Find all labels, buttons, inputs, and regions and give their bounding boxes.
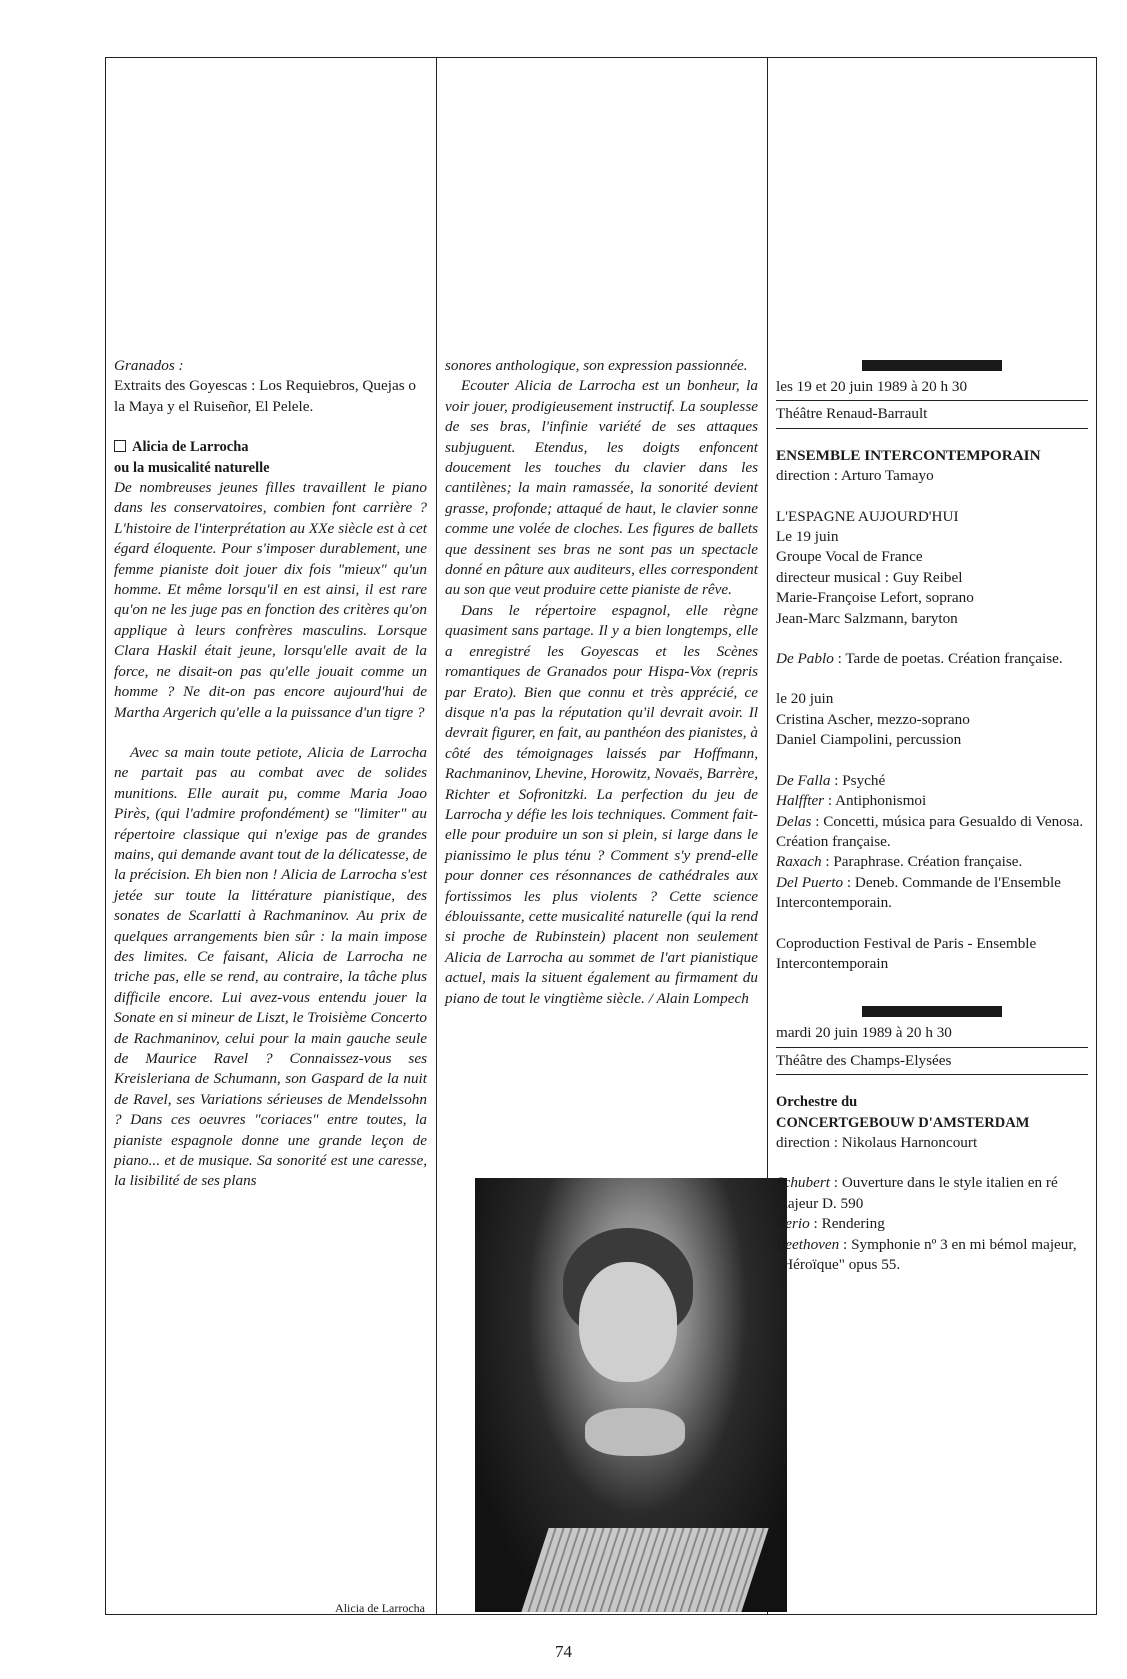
composer: Delas [776, 812, 812, 830]
composer: Schubert [776, 1174, 830, 1192]
work-text: : Deneb. Commande de l'Ensemble Intercontemporain. [776, 873, 1061, 912]
performer: Jean-Marc Salzmann, baryton [776, 609, 958, 627]
heading-line-1: Alicia de Larrocha [132, 439, 249, 456]
work-text: : Paraphrase. Création française. [821, 853, 1023, 871]
section-bar [862, 360, 1002, 371]
concert-date: mardi 20 juin 1989 à 20 h 30 [776, 1024, 952, 1042]
section-bar [862, 1006, 1002, 1017]
work-text: : Psyché [830, 771, 886, 789]
article-paragraph: Ecouter Alicia de Larrocha est un bonheur, la voir jouer, prodigieusement instructif. La souplesse de ses bras, l'infinie variété de ses attaques subjuguent. Etendus, les doigts enfoncent doucement les touches du clavier dans les cantilènes; la main ramassée, la sonorité devient grasse, profonde; attaqué de haut, le clavier sonne comme une volée de cloches. Les figures de ballets que dessinent ses bras ne sont pas un spectacle donné en pâture aux auditeurs, elles correspondent au son que veut produire cette pianiste de rêve. [445, 377, 758, 599]
day-label: Le 19 juin [776, 528, 839, 546]
conductor: direction : Nikolaus Harnoncourt [776, 1133, 978, 1151]
article-paragraph: De nombreuses jeunes filles travaillent le piano dans les conservatoires, combien font carrière ? L'histoire de l'interprétation au XXe siècle est à cet égard éloquente. Pour s'imposer durablement, une femme pianiste doit jouer dix fois "mieux" qu'un homme. Et même lorsqu'il en est ainsi, il est rare qu'on ne les juge pas en fonction des critères qu'on applique à leurs confrères masculins. Lorsque Clara Haskil était jeune, lorsqu'elle avait de la force, ne disait-on pas qu'elle jouait comme un homme ? Ne dit-on pas encore aujourd'hui de Martha Argerich qu'elle a la puissance d'un tigre ? [114, 479, 427, 721]
orchestra-name-line-2: CONCERTGEBOUW D'AMSTERDAM [776, 1114, 1030, 1131]
rule [776, 428, 1088, 429]
heading-line-2: ou la musicalité naturelle [114, 459, 270, 476]
work-text: : Concetti, música para Gesualdo di Venosa. Création française. [776, 812, 1084, 850]
performer: Marie-Françoise Lefort, soprano [776, 589, 974, 607]
column-middle [445, 356, 758, 1009]
photo-face [579, 1262, 677, 1382]
column-right [776, 360, 1088, 1275]
photo-piano-keys [521, 1528, 768, 1612]
composer: Del Puerto [776, 873, 844, 891]
concert-date: les 19 et 20 juin 1989 à 20 h 30 [776, 378, 968, 395]
performer: directeur musical : Guy Reibel [776, 568, 963, 586]
conductor: direction : Arturo Tamayo [776, 467, 934, 485]
composer: Halffter [776, 792, 825, 810]
composer: De Pablo [776, 650, 834, 668]
work-text: : Antiphonismoi [824, 792, 927, 810]
orchestra-name-line-1: Orchestre du [776, 1094, 858, 1111]
program-title: L'ESPAGNE AUJOURD'HUI [776, 507, 959, 525]
rule [776, 1047, 1088, 1048]
program-composer: Granados : [114, 357, 184, 374]
work-item [776, 812, 1088, 853]
work-item [776, 852, 1088, 872]
composer: De Falla [776, 771, 831, 789]
work-item [776, 873, 1088, 914]
performer: Groupe Vocal de France [776, 548, 923, 566]
photo-caption: Alicia de Larrocha [335, 1601, 425, 1615]
composer: Berio [776, 1215, 810, 1233]
day-label: le 20 juin [776, 690, 834, 708]
performer: Cristina Ascher, mezzo-soprano [776, 710, 970, 728]
article-paragraph: Avec sa main toute petiote, Alicia de Larrocha ne partait pas au combat avec de solides munitions. Elle aurait pu, comme Maria Joao Pirès, (qui l'admire profondément) se "limiter" au répertoire classique qui n'exige pas de grandes mains, qui demande avant tout de la délicatesse, de la précision. Eh bien non ! Alicia de Larrocha s'est jetée sur toute la littérature pianistique, des sonates de Scarlatti à Rachmaninov. Au prix de quelques arrangements bien sûr : la main impose des limites. Ce faisant, Alicia de Larrocha ne triche pas, elle se rend, au contraire, la tâche plus difficile encore. Lui avez-vous entendu jouer la Sonate en si mineur de Liszt, le Troisième Concerto de Rachmaninov, celui pour la main gauche seule de Maurice Ravel ? Connaissez-vous ses Kreisleriana de Schumann, son Gaspard de la nuit de Ravel, ses Variations sérieuses de Mendelssohn ? Dans ces oeuvres "coriaces" entre toutes, la pianiste espagnole donne une grande leçon de piano... et de musique. Sa sonorité est une caresse, la lisibilité de ses plans [114, 743, 427, 1190]
portrait-photo [475, 1178, 787, 1612]
column-left [114, 356, 427, 1192]
work-item [776, 1235, 1088, 1276]
rule [776, 1074, 1088, 1075]
work-item [776, 1173, 1088, 1214]
photo-hands [585, 1408, 685, 1456]
work-item [776, 649, 1088, 669]
page-number: 74 [555, 1642, 572, 1661]
work-text: : Ouverture dans le style italien en ré majeur D. 590 [776, 1174, 1058, 1212]
concert-venue: Théâtre Renaud-Barrault [776, 405, 928, 423]
composer: Beethoven [776, 1235, 840, 1253]
ensemble-name: ENSEMBLE INTERCONTEMPORAIN [776, 446, 1041, 464]
work-item [776, 771, 1088, 791]
work-item [776, 791, 1088, 811]
work-text: : Rendering [809, 1215, 885, 1233]
composer: Raxach [776, 853, 822, 871]
work-text: : Symphonie nº 3 en mi bémol majeur, "Héroïque" opus 55. [776, 1235, 1077, 1273]
rule [776, 400, 1088, 401]
program-work: Extraits des Goyescas : Los Requiebros, Quejas o la Maya y el Ruiseñor, El Pelele. [114, 377, 416, 415]
concert-venue: Théâtre des Champs-Elysées [776, 1051, 952, 1069]
coproduction-note: Coproduction Festival de Paris - Ensemble Intercontemporain [776, 934, 1037, 972]
checkbox-square-icon [114, 440, 126, 452]
work-item [776, 1214, 1088, 1234]
column-divider [436, 57, 437, 1615]
performer: Daniel Ciampolini, percussion [776, 731, 962, 749]
work-text: : Tarde de poetas. Création française. [833, 650, 1063, 668]
article-paragraph: Dans le répertoire espagnol, elle règne quasiment sans partage. Il y a bien longtemps, elle a enregistré les Goyescas et les Scènes romantiques de Granados pour Hispa-Vox (repris par Erato). Bien que connu et très apprécié, ce disque n'a pas la réputation qu'il devrait avoir. Il devrait figurer, en fait, au panthéon des pianistes, à côté des témoignages laissés par Hoffmann, Rachmaninov, Lhevine, Horowitz, Novaës, Barrère, Richter et Sofronitzki. La perfection du jeu de Larrocha y défie les lois techniques. Comment fait-elle pour produire un son si plein, si large dans le pianissimo le plus ténu ? Comment s'y prend-elle pour donner ces résonnances de cathédrales aux fortissimos les plus violents ? Cette science éblouissante, cette musicalité naturelle (qui la rend si proche de Rubinstein) placent non seulement Alicia de Larrocha au sommet de l'art pianistique actuel, mais la situent également au firmament du piano de tout le vingtième siècle. / Alain Lompech [445, 601, 758, 1007]
article-paragraph: sonores anthologique, son expression passionnée. [445, 357, 748, 374]
article-heading [114, 437, 427, 457]
